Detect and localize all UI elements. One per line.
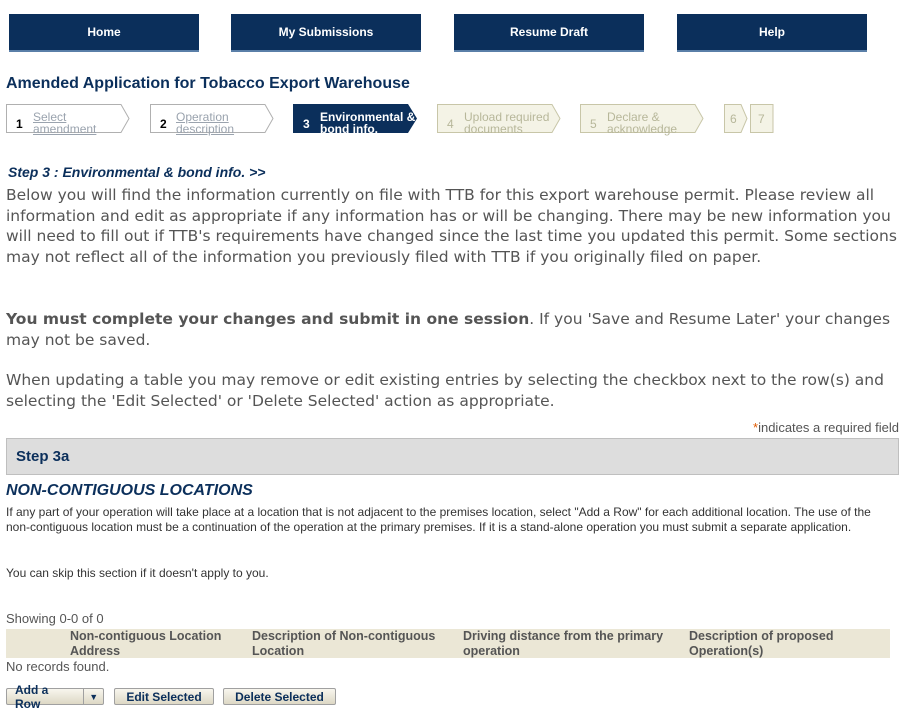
required-star-icon: * bbox=[753, 420, 759, 435]
nav-my-submissions-button[interactable]: My Submissions bbox=[231, 14, 421, 52]
wizard-step-1[interactable] bbox=[6, 104, 130, 136]
step-number: 4 bbox=[447, 117, 454, 131]
nav-resume-draft-button[interactable]: Resume Draft bbox=[454, 14, 644, 52]
edit-selected-label: Edit Selected bbox=[126, 689, 202, 704]
session-warning-rest: . If you 'Save and Resume Later' your changes may not be saved. bbox=[6, 310, 891, 349]
delete-selected-label: Delete Selected bbox=[235, 689, 324, 704]
nav-home-button[interactable]: Home bbox=[9, 14, 199, 52]
edit-selected-button[interactable] bbox=[114, 688, 214, 705]
session-warning-bold: You must complete your changes and submit in one session bbox=[6, 310, 530, 328]
empty-table-message: No records found. bbox=[6, 659, 110, 674]
step-number: 1 bbox=[16, 117, 23, 131]
step-number: 5 bbox=[590, 117, 597, 131]
step-label: Upload required documents bbox=[464, 110, 550, 136]
wizard-step-7 bbox=[750, 104, 774, 133]
column-header: Description of proposed Operation(s) bbox=[689, 629, 834, 658]
column-header: Driving distance from the primary operation bbox=[463, 629, 664, 658]
section-title: NON-CONTIGUOUS LOCATIONS bbox=[6, 482, 253, 499]
wizard-step-2[interactable] bbox=[150, 104, 274, 136]
nav-help-button[interactable]: Help bbox=[677, 14, 867, 52]
section-skip-note: You can skip this section if it doesn't apply to you. bbox=[6, 566, 269, 580]
session-warning bbox=[6, 309, 906, 350]
add-row-label: Add a Row bbox=[15, 682, 49, 711]
step-label: Environmental & bond info. bbox=[320, 110, 416, 136]
wizard-step-3 bbox=[293, 104, 417, 136]
table-header bbox=[6, 629, 890, 658]
page-title: Amended Application for Tobacco Export Warehouse bbox=[6, 75, 410, 92]
step-number: 6 bbox=[730, 112, 737, 126]
table-instructions: When updating a table you may remove or edit existing entries by selecting the checkbox next to the row(s) and selecting the 'Edit Selected' or 'Delete Selected' action as appropriate. bbox=[6, 371, 884, 410]
add-row-button[interactable] bbox=[6, 682, 104, 711]
step-label: Operation description bbox=[176, 110, 235, 136]
wizard-step-5 bbox=[580, 104, 704, 136]
step-label: Select amendment bbox=[33, 110, 97, 136]
delete-selected-button[interactable] bbox=[223, 688, 336, 705]
required-field-note bbox=[753, 420, 899, 435]
wizard-step-4 bbox=[437, 104, 561, 136]
step-3a-bar: Step 3a bbox=[6, 438, 899, 475]
record-count: Showing 0-0 of 0 bbox=[6, 611, 104, 626]
required-note-text: indicates a required field bbox=[758, 420, 899, 435]
chevron-down-icon[interactable]: ▼ bbox=[83, 689, 103, 704]
step-heading: Step 3 : Environmental & bond info. >> bbox=[8, 164, 266, 180]
step-number: 3 bbox=[303, 117, 310, 131]
section-description: If any part of your operation will take place at a location that is not adjacent to the premises location, select "Add a Row" for each additional location. The use of the non-contiguous location must be a continuation of the operation at the primary premises. If it is a stand-alone operation you must submit a separate application. bbox=[6, 505, 871, 534]
column-header: Description of Non-contiguous Location bbox=[252, 629, 436, 658]
intro-paragraph: Below you will find the information currently on file with TTB for this export warehouse permit. Please review all information and edit as appropriate if any information has or will be changing. There may be new information you will need to fill out if TTB's requirements have changed since the last time you updated this permit. Some sections may not reflect all of the information you previously filed with TTB if you originally filed on paper. bbox=[6, 186, 897, 266]
wizard-step-6 bbox=[724, 104, 748, 133]
step-number: 7 bbox=[758, 112, 765, 126]
column-header: Non-contiguous Location Address bbox=[70, 629, 222, 658]
step-label: Declare & acknowledge bbox=[607, 110, 678, 136]
step-number: 2 bbox=[160, 117, 167, 131]
